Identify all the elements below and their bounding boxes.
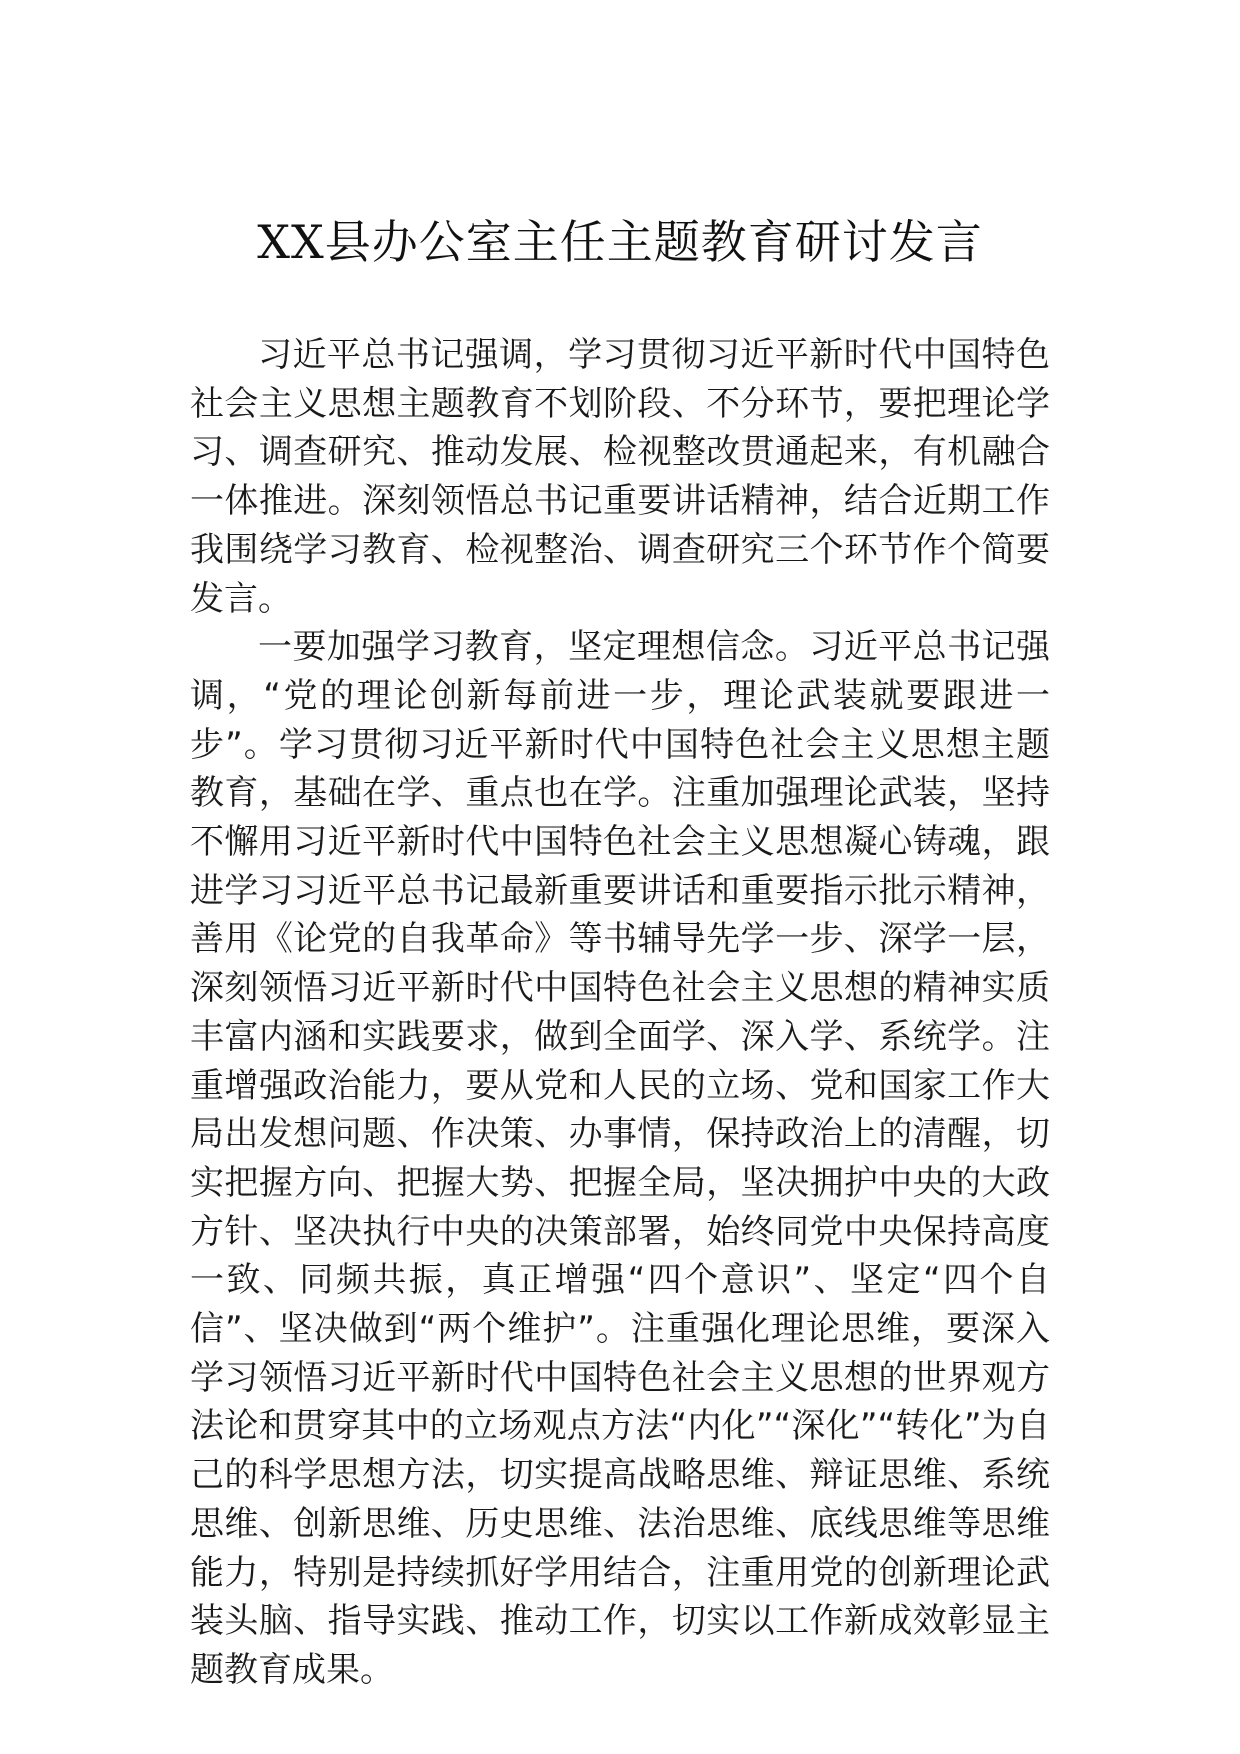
paragraph-study-education: 一要加强学习教育，坚定理想信念。习近平总书记强调，“党的理论创新每前进一步，理论武装就要跟进一步”。学习贯彻习近平新时代中国特色社会主义思想主题教育，基础在学、重点也在学。注重加强理论武装，坚持不懈用习近平新时代中国特色社会主义思想凝心铸魂，跟进学习习近平总书记最新重要讲话和重要指示批示精神，善用《论党的自我革命》等书辅导先学一步、深学一层，深刻领悟习近平新时代中国特色社会主义思想的精神实质丰富内涵和实践要求，做到全面学、深入学、系统学。注重增强政治能力，要从党和人民的立场、党和国家工作大局出发想问题、作决策、办事情，保持政治上的清醒，切实把握方向、把握大势、把握全局，坚决拥护中央的大政方针、坚决执行中央的决策部署，始终同党中央保持高度一致、同频共振，真正增强“四个意识”、坚定“四个自信”、坚决做到“两个维护”。注重强化理论思维，要深入学习领悟习近平新时代中国特色社会主义思想的世界观方法论和贯穿其中的立场观点方法“内化”“深化”“转化”为自己的科学思想方法，切实提高战略思维、辩证思维、系统思维、创新思维、历史思维、法治思维、底线思维等思维能力，特别是持续抓好学用结合，注重用党的创新理论武装头脑、指导实践、推动工作，切实以工作新成效彰显主题教育成果。 — [190, 627, 1050, 1690]
document-title: XX县办公室主任主题教育研讨发言 — [257, 215, 983, 269]
paragraph-intro: 习近平总书记强调，学习贯彻习近平新时代中国特色社会主义思想主题教育不划阶段、不分环节，要把理论学习、调查研究、推动发展、检视整改贯通起来，有机融合一体推进。深刻领悟总书记重要讲话精神，结合近期工作我围绕学习教育、检视整治、调查研究三个环节作个简要发言。 — [190, 335, 1050, 619]
document-body — [190, 331, 1050, 1695]
